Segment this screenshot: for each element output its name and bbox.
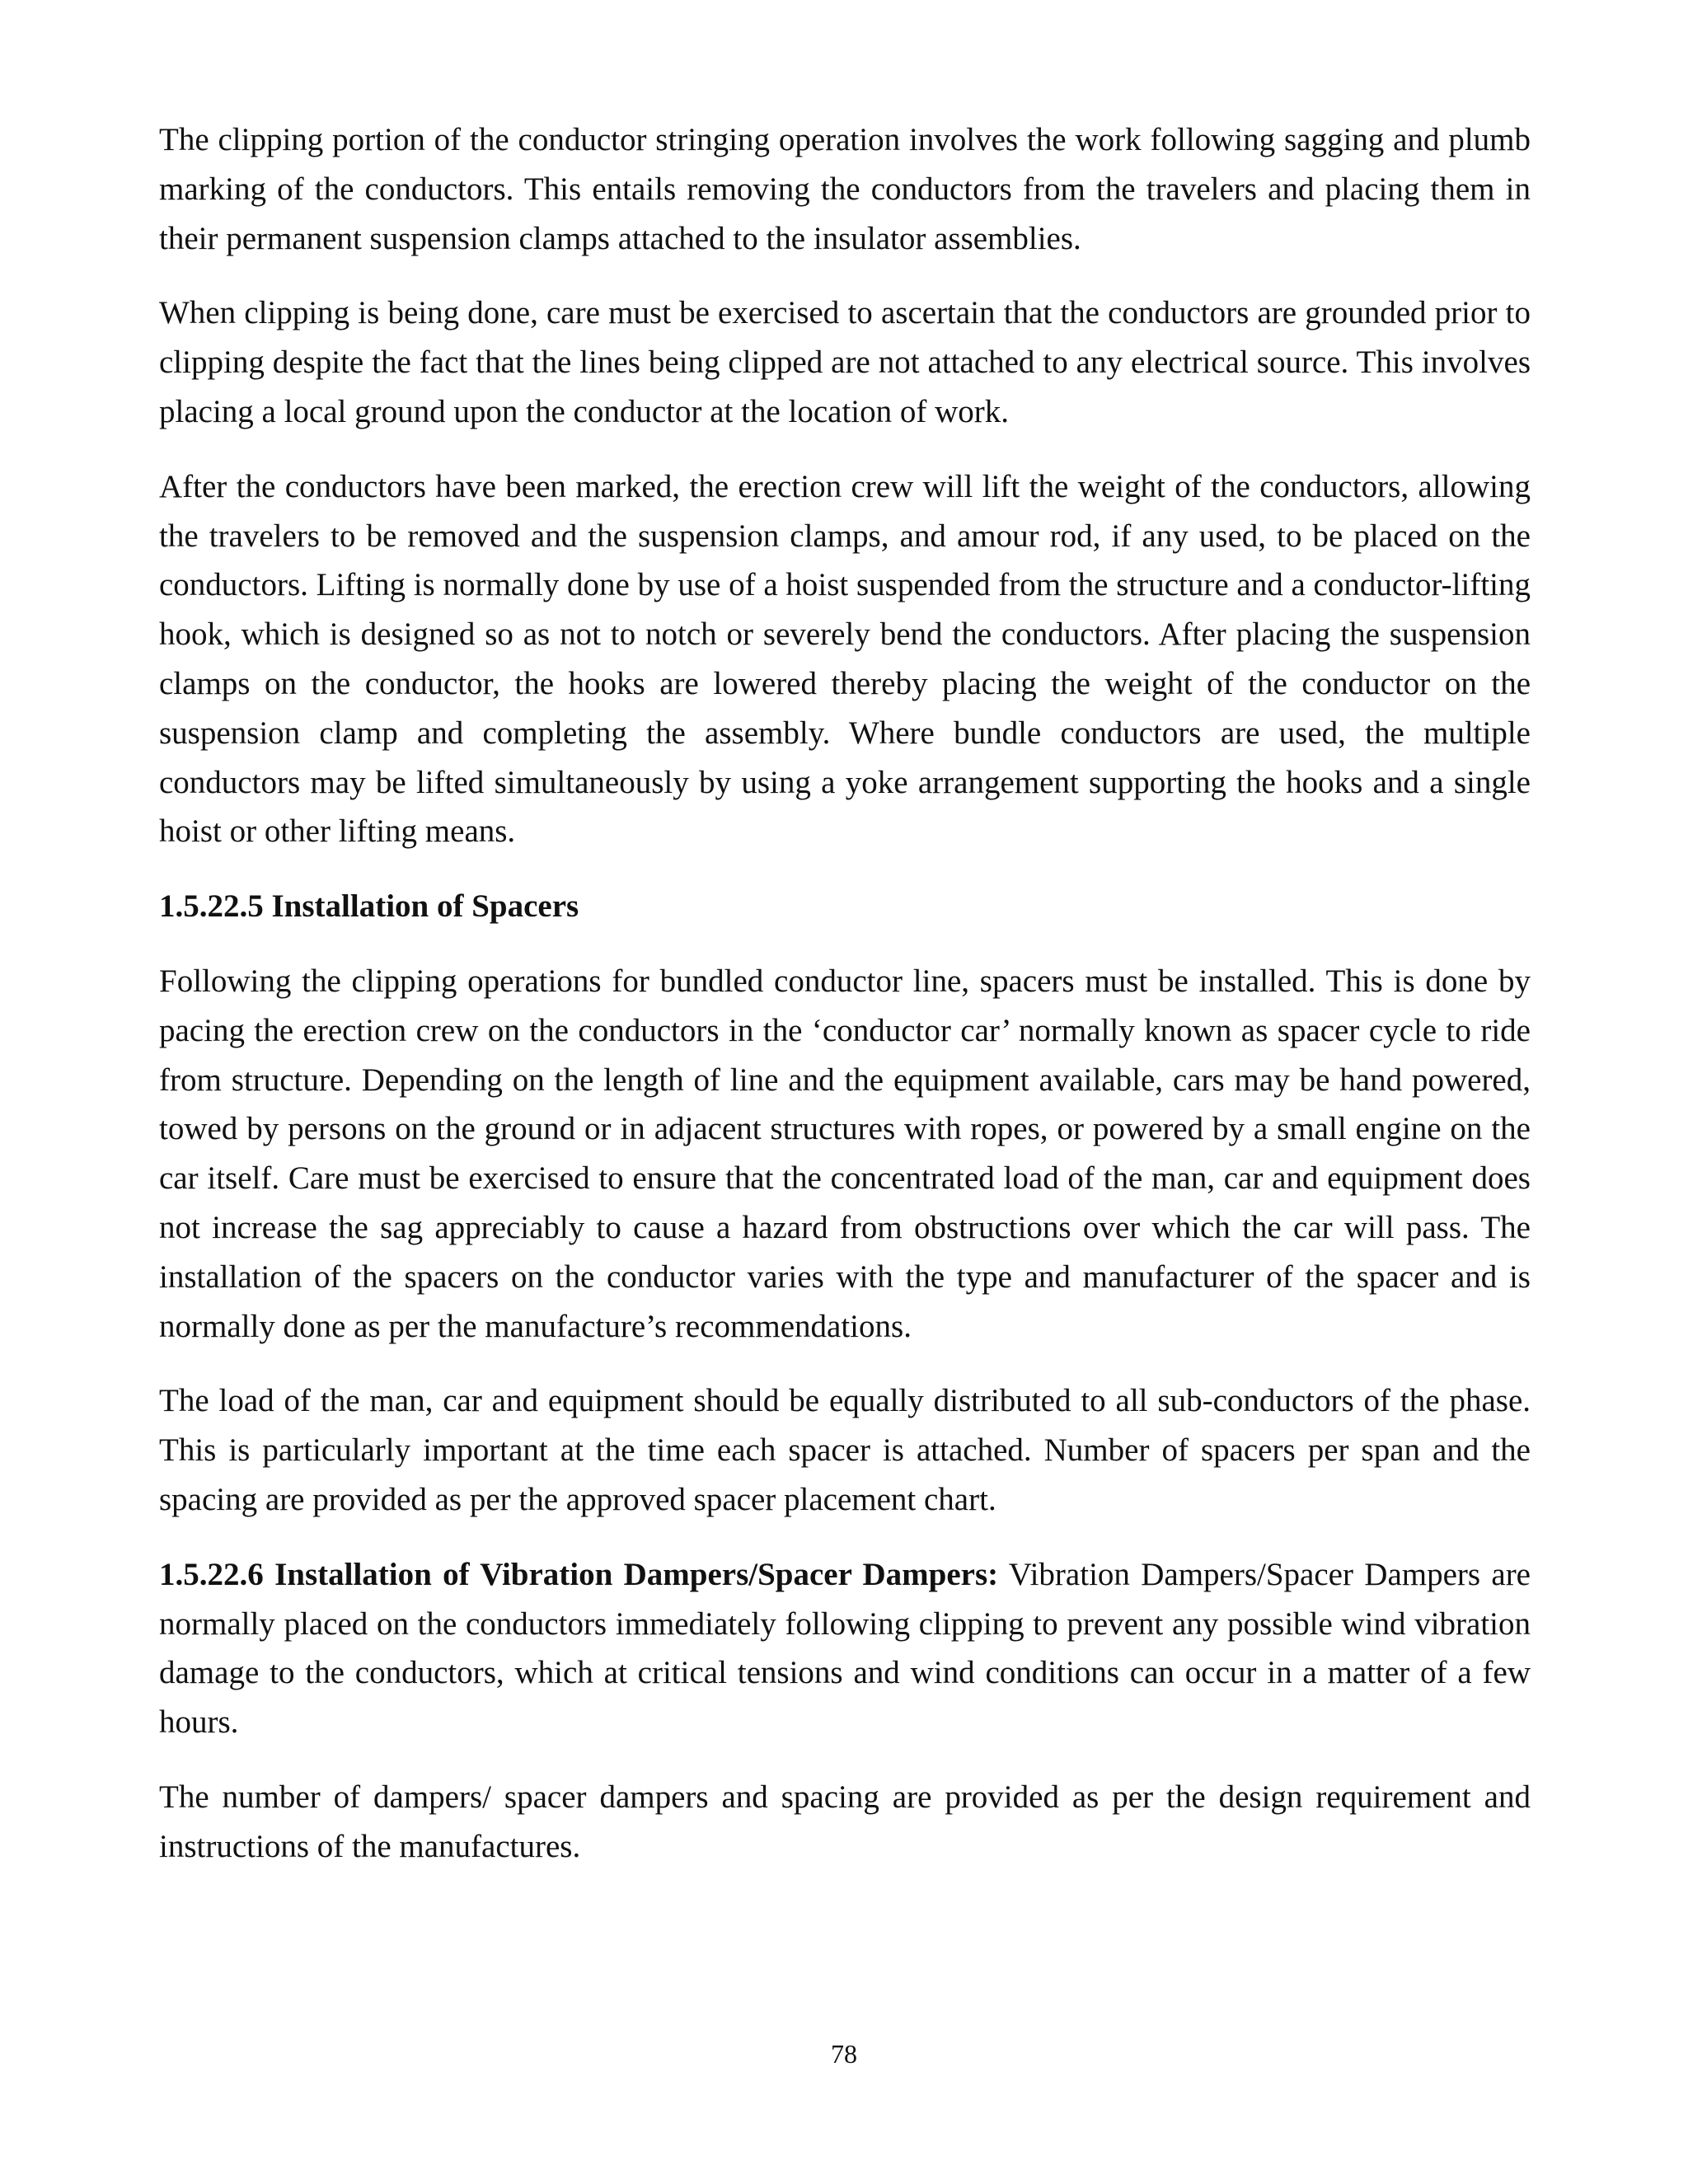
paragraph-clipping-grounding: When clipping is being done, care must be exercised to ascertain that the conductors are grounded prior to clipping despite the fact that the lines being clipped are not attached to any electrical source. This involves placing a local ground upon the conductor at the location of work. bbox=[159, 295, 1531, 429]
paragraph-dampers-text: Vibration Dampers/Spacer Dampers are normally placed on the conductors immediately following clipping to prevent any possible wind vibration damage to the conductors, which at critical tensions and wind conditions can occur in a matter of a few hours. bbox=[159, 1556, 1531, 1741]
paragraph-dampers-number: The number of dampers/ spacer dampers and spacing are provided as per the design requirement and instructions of the manufactures. bbox=[159, 1779, 1531, 1864]
section-heading-spacers: 1.5.22.5 Installation of Spacers bbox=[159, 888, 579, 925]
section-heading-dampers: 1.5.22.6 Installation of Vibration Dampers/Spacer Dampers: bbox=[159, 1556, 999, 1592]
paragraph-spacers-load: The load of the man, car and equipment should be equally distributed to all sub-conductors of the phase. This is particularly important at the time each spacer is attached. Number of spacers per span and the spacing are provided as per the approved spacer placement chart. bbox=[159, 1383, 1531, 1517]
paragraph-dampers-intro bbox=[159, 1550, 1531, 1747]
paragraph-clipping-intro: The clipping portion of the conductor stringing operation involves the work following sagging and plumb marking of the conductors. This entails removing the conductors from the travelers and placing them in their permanent suspension clamps attached to the insulator assemblies. bbox=[159, 122, 1531, 256]
paragraph-clipping-lifting: After the conductors have been marked, the erection crew will lift the weight of the conductors, allowing the travelers to be removed and the suspension clamps, and amour rod, if any used, to be placed on the conductors. Lifting is normally done by use of a hoist suspended from the structure and a conductor-lifting hook, which is designed so as not to notch or severely bend the conductors. After placing the suspension clamps on the conductor, the hooks are lowered thereby placing the weight of the conductor on the suspension clamp and completing the assembly. Where bundle conductors are used, the multiple conductors may be lifted simultaneously by using a yoke arrangement supporting the hooks and a single hoist or other lifting means. bbox=[159, 468, 1531, 850]
document-page bbox=[159, 115, 1531, 1897]
page-number: 78 bbox=[831, 2039, 857, 2069]
paragraph-spacers-installation: Following the clipping operations for bundled conductor line, spacers must be installed. This is done by pacing the erection crew on the conductors in the ‘conductor car’ normally known as spacer cycle to ride from structure. Depending on the length of line and the equipment available, cars may be hand powered, towed by persons on the ground or in adjacent structures with ropes, or powered by a small engine on the car itself. Care must be exercised to ensure that the concentrated load of the man, car and equipment does not increase the sag appreciably to cause a hazard from obstructions over which the car will pass. The installation of the spacers on the conductor varies with the type and manufacturer of the spacer and is normally done as per the manufacture’s recommendations. bbox=[159, 963, 1531, 1344]
